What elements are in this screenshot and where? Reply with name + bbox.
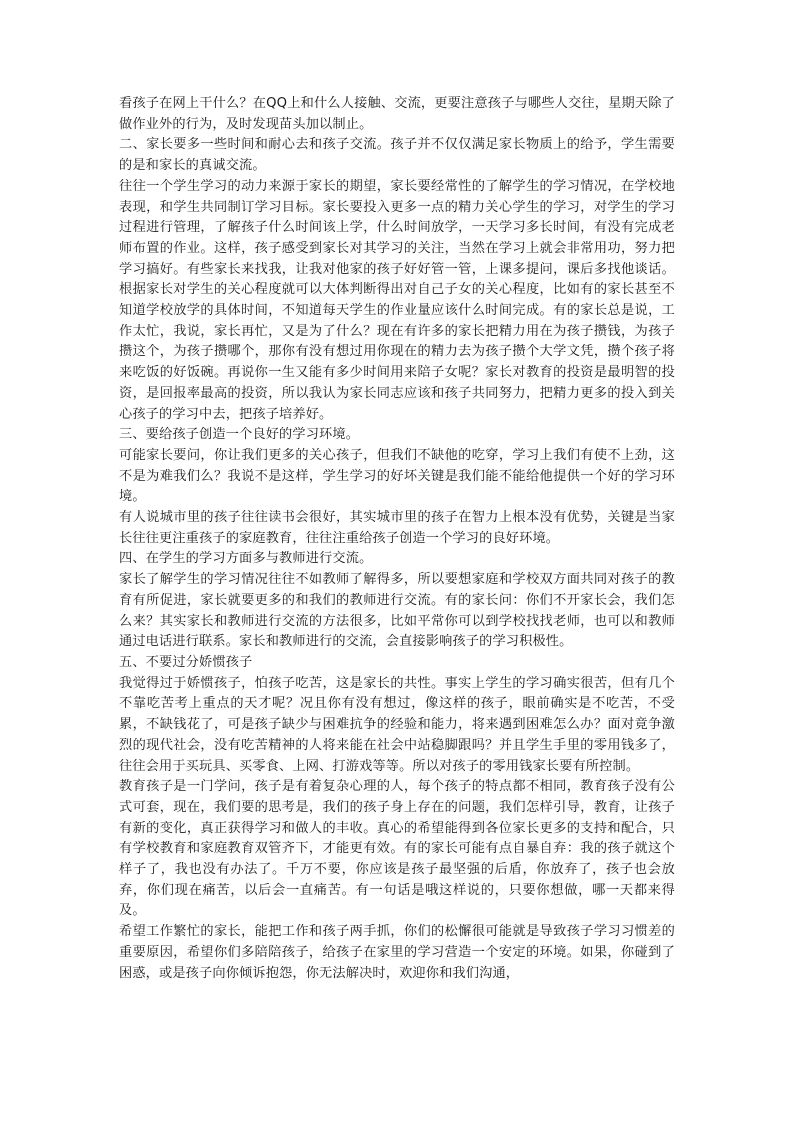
paragraph-teacher-communication: 家长了解学生的学习情况往往不如教师了解得多，所以要想家庭和学校双方面共同对孩子的教育有所促进，家长就要更多的和我们的教师进行交流。有的家长问：你们不开家长会，我们怎么来？其实家长和教师进行交流的方法很多，比如平常你可以到学校找找老师，也可以和教师通过电话进行联系。家长和教师进行的交流，会直接影响孩子的学习积极性。 [119, 572, 675, 650]
paragraph-education-is-learning: 教育孩子是一门学问，孩子是有着复杂心理的人，每个孩子的特点都不相同，教育孩子没有公式可套，现在，我们要的思考是，我们的孩子身上存在的问题，我们怎样引导，教育，让孩子有新的变化，真正获得学习和做人的丰收。真心的希望能得到各位家长更多的支持和配合，只有学校教育和家庭教育双管齐下，才能更有效。有的家长可能有点自暴自弃：我的孩子就这个样子了，我也没有办法了。千万不要，你应该是孩子最坚强的后盾，你放弃了，孩子也会放弃，你们现在痛苦，以后会一直痛苦。有一句话是哦这样说的，只要你想做，哪一天都来得及。 [119, 779, 675, 919]
paragraph-city-children: 有人说城市里的孩子往往读书会很好，其实城市里的孩子在智力上根本没有优势，关键是当家长往往更注重孩子的家庭教育，往往注重给孩子创造一个学习的良好环境。 [119, 510, 675, 546]
paragraph-busy-parents: 希望工作繁忙的家长，能把工作和孩子两手抓，你们的松懈很可能就是导致孩子学习习惯差的重要原因，希望你们多陪陪孩子，给孩子在家里的学习营造一个安定的环境。如果，你碰到了困惑，或是孩子向你倾诉抱怨，你无法解决时，欢迎你和我们沟通， [119, 924, 675, 981]
paragraph-intro-continuation: 看孩子在网上干什么？在QQ上和什么人接触、交流，更要注意孩子与哪些人交往，星期天除了做作业外的行为，及时发现苗头加以制止。 [119, 96, 675, 132]
section-heading-2: 二、家长要多一些时间和耐心去和孩子交流。孩子并不仅仅满足家长物质上的给予，学生需要的是和家长的真诚交流。 [119, 137, 675, 174]
paragraph-spoiling-children: 我觉得过于娇惯孩子，怕孩子吃苦，这是家长的共性。事实上学生的学习确实很苦，但有几个不靠吃苦考上重点的天才呢？况且你有没有想过，像这样的孩子，眼前确实是不吃苦，不受累，不缺钱花了，可是孩子缺少与困难抗争的经验和能力，将来遇到困难怎么办？面对竟争激烈的现代社会，没有吃苦精神的人将来能在社会中站稳脚跟吗？并且学生手里的零用钱多了，往往会用于买玩具、买零食、上网、打游戏等等。所以对孩子的零用钱家长要有所控制。 [119, 675, 675, 774]
paragraph-learning-environment: 可能家长要问，你让我们更多的关心孩子，但我们不缺他的吃穿，学习上我们有使不上劲，这不是为难我们么？我说不是这样，学生学习的好坏关键是我们能不能给他提供一个好的学习环境。 [119, 447, 675, 505]
section-heading-3: 三、要给孩子创造一个良好的学习环境。 [119, 427, 360, 443]
paragraph-parent-expectations: 往往一个学生学习的动力来源于家长的期望，家长要经常性的了解学生的学习情况，在学校地表现，和学生共同制订学习目标。家长要投入更多一点的精力关心学生的学习，对学生的学习过程进行管理，了解孩子什么时间该上学，什么时间放学，一天学习多长时间，有没有完成老师布置的作业。这样，孩子感受到家长对其学习的关注，当然在学习上就会非常用功，努力把学习搞好。有些家长来找我，让我对他家的孩子好好管一管，上课多提问，课后多找他谈话。根据家长对学生的关心程度就可以大体判断得出对自己子女的关心程度，比如有的家长甚至不知道学校放学的具体时间，不知道每天学生的作业量应该什么时间完成。有的家长总是说，工作太忙，我说，家长再忙，又是为了什么？现在有许多的家长把精力用在为孩子攒钱，为孩子攒这个，为孩子攒哪个，那你有没有想过用你现在的精力去为孩子攒个大学文凭，攒个孩子将来吃饭的好饭碗。再说你一生又能有多少时间用来陪子女呢？家长对教育的投资是最明智的投资，是回报率最高的投资，所以我认为家长同志应该和孩子共同努力，把精力更多的投入到关心孩子的学习中去，把孩子培养好。 [119, 178, 675, 422]
document-body [119, 94, 675, 984]
section-heading-4: 四、在学生的学习方面多与教师进行交流。 [119, 551, 373, 567]
section-heading-5: 五、不要过分娇惯孩子 [119, 654, 253, 670]
